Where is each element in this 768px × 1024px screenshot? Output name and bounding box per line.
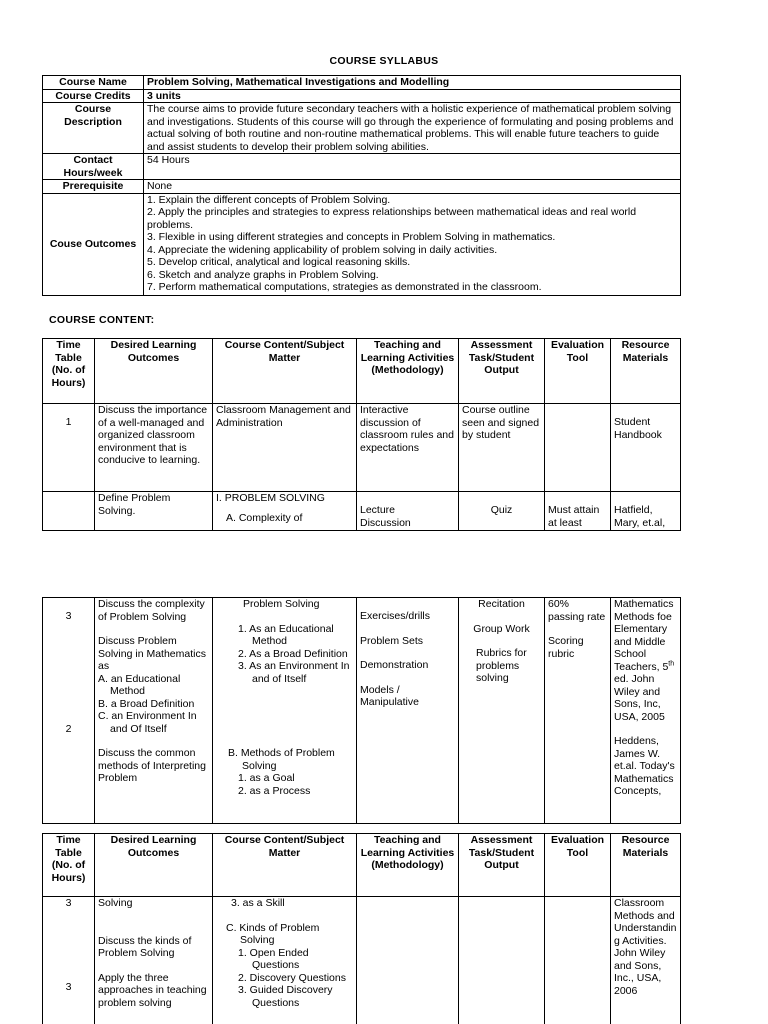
- resource-text: Mathematics Methods foe Elementary and Middle School Teachers, 5: [614, 598, 674, 673]
- content-line: B. Methods of Problem Solving: [228, 747, 335, 772]
- assessment-cell: Course outline seen and signed by student: [459, 404, 545, 492]
- resources-cell: [611, 598, 681, 824]
- header-cell: Assessment Task/Student Output: [459, 834, 545, 897]
- info-row-course-name: [43, 76, 681, 90]
- activity-line: Exercises/drills: [360, 610, 431, 622]
- content-line: C. Kinds of Problem Solving: [226, 921, 320, 946]
- time-value: 3: [65, 897, 72, 909]
- header-row: [43, 834, 681, 897]
- info-label: Prerequisite: [43, 180, 144, 194]
- content-line: Problem Solving: [243, 598, 320, 610]
- info-row-outcomes: [43, 193, 681, 295]
- evaluation-cell: [545, 404, 611, 492]
- assessment-line: Rubrics for problems solving: [476, 647, 527, 684]
- header-cell: Resource Materials: [611, 339, 681, 404]
- resource-line: [614, 598, 677, 723]
- info-row-prerequisite: [43, 180, 681, 194]
- table-row: [43, 598, 681, 824]
- content-cell: Classroom Management and Administration: [213, 404, 357, 492]
- outcome-line: C. an Environment In and Of Itself: [98, 710, 197, 735]
- info-label: Course Description: [43, 103, 144, 154]
- time-cell: [43, 598, 95, 824]
- activity-line: Models / Manipulative: [360, 683, 419, 708]
- outcome-line: Apply the three approaches in teaching problem solving: [98, 971, 207, 1009]
- assessment-cell: [459, 897, 545, 1024]
- time-cell: [43, 492, 95, 531]
- content-cell: [213, 897, 357, 1024]
- header-cell: Assessment Task/Student Output: [459, 339, 545, 404]
- info-row-description: [43, 103, 681, 154]
- time-cell: [43, 897, 95, 1024]
- header-cell: Time Table (No. of Hours): [43, 834, 95, 897]
- header-cell: Evaluation Tool: [545, 339, 611, 404]
- outcome-line: Discuss the complexity of Problem Solving: [98, 598, 205, 623]
- info-row-contact-hours: [43, 154, 681, 180]
- header-cell: Teaching and Learning Activities (Methodology): [357, 834, 459, 897]
- evaluation-cell: [545, 897, 611, 1024]
- header-cell: Course Content/Subject Matter: [213, 834, 357, 897]
- content-line: 3. as a Skill: [231, 897, 285, 909]
- course-content-table-2: [42, 597, 681, 824]
- activity-line: Problem Sets: [360, 634, 424, 647]
- content-line: 2. as a Process: [238, 784, 311, 797]
- content-line: 2. Discovery Questions: [238, 971, 346, 984]
- info-label: Couse Outcomes: [43, 193, 144, 295]
- info-value: Problem Solving, Mathematical Investigations and Modelling: [144, 76, 681, 90]
- content-line: 1. As an Educational Method: [238, 622, 334, 647]
- info-label: Course Credits: [43, 89, 144, 103]
- header-row: [43, 339, 681, 404]
- header-cell: Teaching and Learning Activities (Methodology): [357, 339, 459, 404]
- outcome-line: Discuss Problem Solving in Mathematics as: [98, 635, 206, 672]
- resource-text: ed. John Wiley and Sons, Inc, USA, 2005: [614, 673, 665, 723]
- outcome-line: Discuss the common methods of Interpreting Problem: [98, 747, 206, 784]
- info-row-credits: [43, 89, 681, 103]
- outcome-line: Discuss the kinds of Problem Solving: [98, 934, 192, 959]
- info-value: The course aims to provide future secondary teachers with a holistic experience of mathematical problem solving and investigations. Students of this course will go through the experience of formulating and posing problems and actual solving of both routine and non-routine mathematical problems. This will enable future teachers to guide and assist students to develop their problem solving abilities.: [144, 103, 681, 154]
- time-value: 3: [65, 980, 72, 993]
- outcome-line: B. a Broad Definition: [98, 697, 195, 710]
- outcomes-cell: [95, 598, 213, 824]
- info-value: None: [144, 180, 681, 194]
- info-label: Contact Hours/week: [43, 154, 144, 180]
- info-value: 3 units: [144, 89, 681, 103]
- content-line: A. Complexity of: [226, 511, 303, 524]
- info-label: Course Name: [43, 76, 144, 90]
- content-line: I. PROBLEM SOLVING: [216, 492, 325, 504]
- time-cell: 1: [43, 404, 95, 492]
- content-line: 1. as a Goal: [238, 772, 295, 784]
- activities-cell: Interactive discussion of classroom rules and expectations: [357, 404, 459, 492]
- time-value: 3: [65, 610, 72, 622]
- header-cell: Resource Materials: [611, 834, 681, 897]
- outcome-line: A. an Educational Method: [98, 672, 181, 697]
- outcome-line: Solving: [98, 897, 133, 909]
- resources-cell: Classroom Methods and Understandin g Activities. John Wiley and Sons, Inc., USA, 2006: [611, 897, 681, 1024]
- evaluation-cell: [545, 598, 611, 824]
- header-cell: Time Table (No. of Hours): [43, 339, 95, 404]
- header-cell: Course Content/Subject Matter: [213, 339, 357, 404]
- outcomes-cell: Define Problem Solving.: [95, 492, 213, 531]
- info-value: 54 Hours: [144, 154, 681, 180]
- page-title: COURSE SYLLABUS: [329, 55, 439, 67]
- header-cell: Desired Learning Outcomes: [95, 339, 213, 404]
- activities-cell: Lecture Discussion: [357, 492, 459, 531]
- resource-superscript: th: [668, 660, 675, 667]
- assessment-line: Recitation: [478, 598, 525, 610]
- activities-cell: [357, 598, 459, 824]
- table-row: [43, 404, 681, 492]
- assessment-cell: Quiz: [459, 492, 545, 531]
- resources-cell: Student Handbook: [611, 404, 681, 492]
- activities-cell: [357, 897, 459, 1024]
- content-line: 3. Guided Discovery Questions: [238, 984, 333, 1009]
- assessment-line: Group Work: [473, 622, 530, 635]
- resources-cell: Hatfield, Mary, et.al,: [611, 492, 681, 531]
- header-cell: Evaluation Tool: [545, 834, 611, 897]
- evaluation-cell: Must attain at least: [545, 492, 611, 531]
- content-line: 2. As a Broad Definition: [238, 647, 348, 660]
- info-value: 1. Explain the different concepts of Problem Solving. 2. Apply the principles and strategies to express relationships between mathematical ideas and real world problems. 3. Flexible in using different strategies and concepts in Problem Solving in mathematics. 4. Appreciate the widening applicability of problem solving in daily activities. 5. Develop critical, analytical and logical reasoning skills. 6. Sketch and analyze graphs in Problem Solving. 7. Perform mathematical computations, strategies as demonstrated in the classroom.: [144, 193, 681, 295]
- table-row: [43, 492, 681, 531]
- evaluation-line: Scoring rubric: [548, 635, 584, 660]
- evaluation-line: 60% passing rate: [548, 598, 606, 623]
- content-line: 3. As an Environment In and of Itself: [238, 660, 350, 685]
- assessment-cell: [459, 598, 545, 824]
- header-cell: Desired Learning Outcomes: [95, 834, 213, 897]
- content-cell: [213, 492, 357, 531]
- course-info-table: [42, 75, 681, 296]
- time-value: 2: [65, 722, 72, 735]
- course-content-table-1: [42, 338, 681, 531]
- table-row: [43, 897, 681, 1024]
- outcomes-cell: [95, 897, 213, 1024]
- outcomes-cell: Discuss the importance of a well-managed and organized classroom environment that is conducive to learning.: [95, 404, 213, 492]
- resource-line: Heddens, James W. et.al. Today's Mathematics Concepts,: [614, 735, 675, 797]
- course-content-table-3: [42, 833, 681, 1024]
- activity-line: Demonstration: [360, 659, 429, 671]
- content-cell: [213, 598, 357, 824]
- content-line: 1. Open Ended Questions: [238, 946, 309, 971]
- section-title: COURSE CONTENT:: [49, 314, 155, 326]
